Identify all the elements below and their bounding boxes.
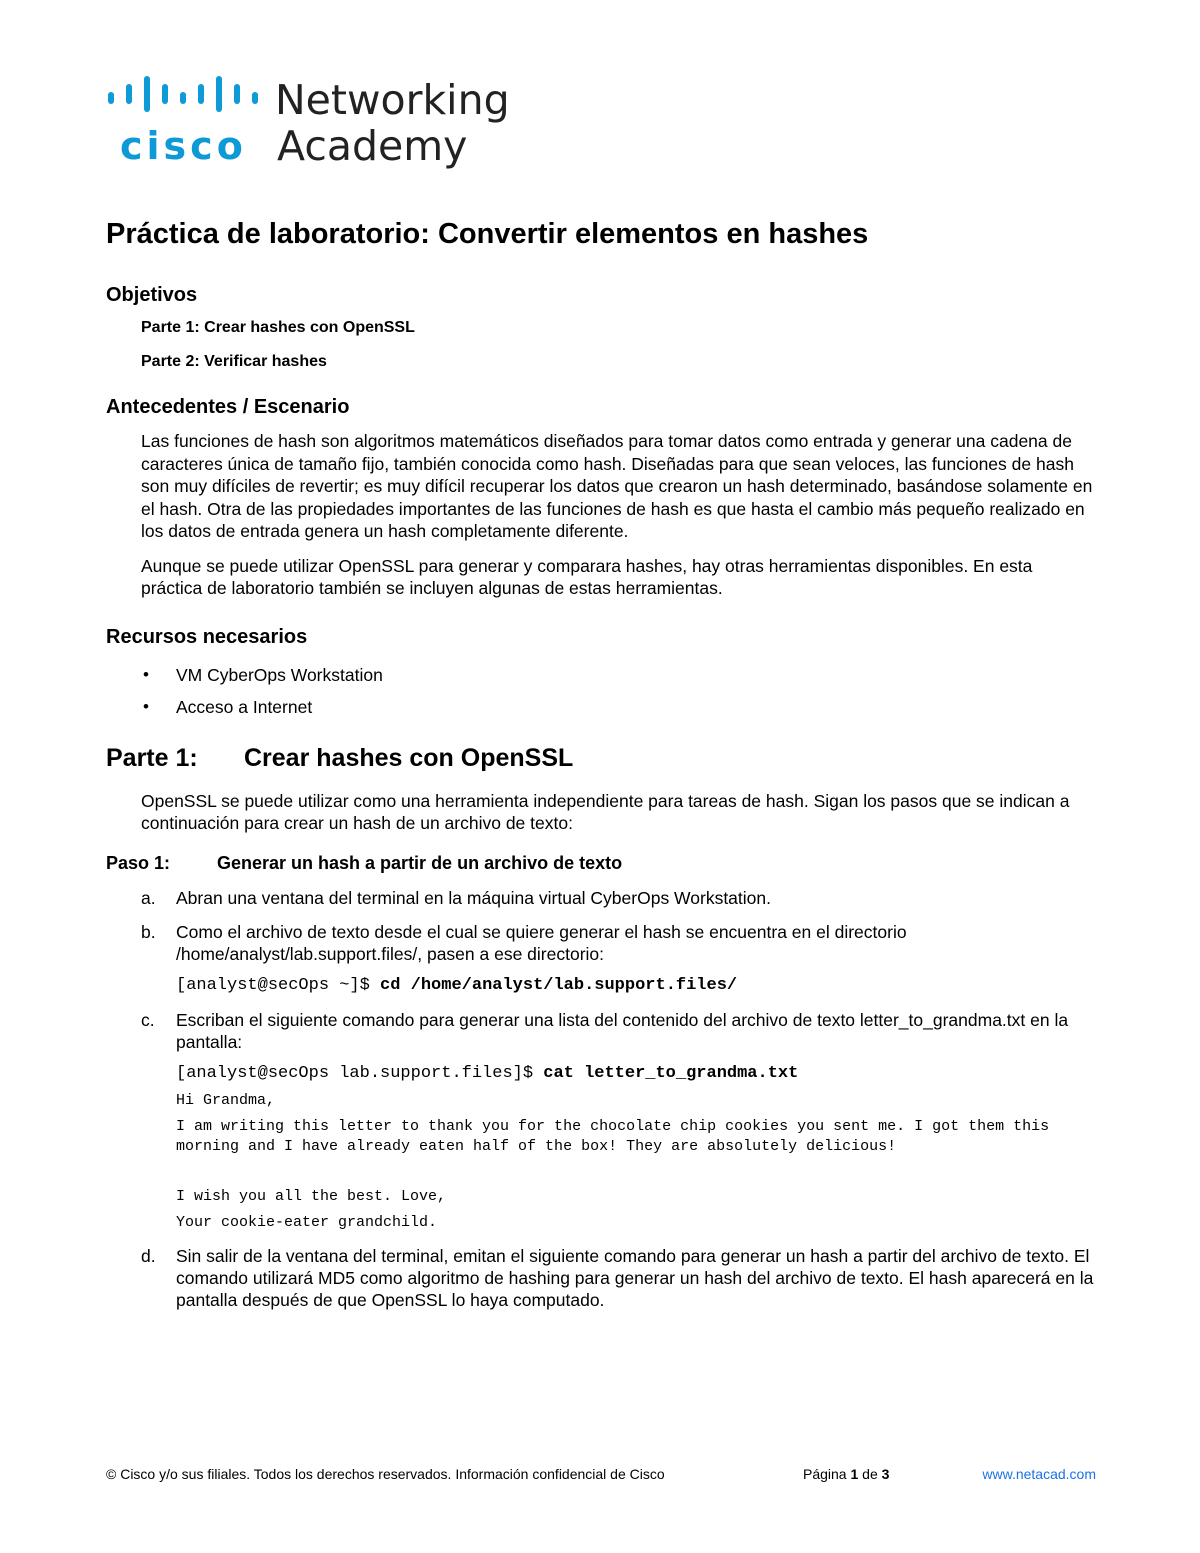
objectives-heading: Objetivos [106, 284, 198, 306]
cisco-bars-icon [106, 76, 271, 116]
background-paragraph: Las funciones de hash son algoritmos matemáticos diseñados para tomar datos como entrada y generar una cadena de caracteres única de tamaño fijo, también conocida como hash. Diseñadas para que sean veloces, las funciones de hash son muy difíciles de revertir; es muy difícil recuperar los datos que crearon un hash determinado, basándose solamente en el hash. Otra de las propiedades importantes de las funciones de hash es que hasta el cambio más pequeño realizado en los datos de entrada genera un hash completamente diferente. [141, 431, 1093, 541]
bullet-icon: • [143, 664, 149, 684]
part1-intro: OpenSSL se puede utilizar como una herramienta independiente para tareas de hash. Sigan los pasos que se indican a continuación para crear un hash de un archivo de texto: [141, 790, 1070, 833]
list-item: • Acceso a Internet [143, 696, 313, 717]
list-item: b. Como el archivo de texto desde el cual se quiere generar el hash se encuentra en el directorio /home/analyst/lab.support.files/, pasen a ese directorio: [analyst@secOps ~]$ cd /home/analyst/lab.support.files/ [141, 921, 1096, 997]
page-number: Página 1 de 3 [803, 1466, 890, 1482]
cisco-wordmark: cisco [120, 124, 247, 168]
step1-heading: Paso 1: Generar un hash a partir de un archivo de texto [106, 852, 623, 873]
logo-academy-text: Academy [277, 122, 468, 170]
background-heading: Antecedentes / Escenario [106, 396, 350, 418]
terminal-output: Hi Grandma, I am writing this letter to thank you for the chocolate chip cookies you sent me. I got them this morning and I have already eaten half of the box! They are absolutely delicious! I wish you all the best. Love, Your cookie-eater grandchild. [176, 1091, 1050, 1231]
list-item: a. Abran una ventana del terminal en la máquina virtual CyberOps Workstation. [141, 887, 771, 908]
part1-heading: Parte 1: Crear hashes con OpenSSL [106, 743, 574, 772]
terminal-command: [analyst@secOps ~]$ cd /home/analyst/lab.support.files/ [176, 975, 738, 995]
terminal-command: [analyst@secOps lab.support.files]$ cat letter_to_grandma.txt [176, 1063, 799, 1083]
document-body [106, 214, 1096, 1323]
background-paragraph: Aunque se puede utilizar OpenSSL para generar y comparara hashes, hay otras herramientas disponibles. En esta práctica de laboratorio también se incluyen algunas de estas herramientas. [141, 555, 1033, 598]
objective-item: Parte 1: Crear hashes con OpenSSL [141, 319, 415, 336]
objective-item: Parte 2: Verificar hashes [141, 353, 327, 370]
resources-list [141, 664, 1096, 718]
list-item: • VM CyberOps Workstation [143, 664, 383, 685]
list-item: d. Sin salir de la ventana del terminal, emitan el siguiente comando para generar un hash a partir del archivo de texto. El comando utilizará MD5 como algoritmo de hashing para generar un hash del archivo de texto. El hash aparecerá en la pantalla después de que OpenSSL lo haya computado. [141, 1245, 1094, 1310]
bullet-icon: • [143, 696, 149, 716]
list-item: c. Escriban el siguiente comando para generar una lista del contenido del archivo de texto letter_to_grandma.txt en la pantalla: [analyst@secOps lab.support.files]$ cat letter_to_grandma.txt Hi Grandma, I am writing this letter to thank you for the chocolate chip cookies you sent me. I got them this morning and I have already eaten half of the box! They are absolutely delicious! I wish you all the best. Love, Your cookie-eater grandchild. [141, 1009, 1096, 1233]
page-title: Práctica de laboratorio: Convertir elementos en hashes [106, 218, 869, 250]
copyright-text: © Cisco y/o sus filiales. Todos los derechos reservados. Información confidencial de Cisco [106, 1466, 665, 1482]
logo-networking-text: Networking [275, 76, 510, 124]
step1-list [141, 887, 1096, 1311]
netacad-link[interactable]: www.netacad.com [982, 1466, 1096, 1482]
resources-heading: Recursos necesarios [106, 625, 308, 648]
page-footer [106, 1466, 1096, 1484]
